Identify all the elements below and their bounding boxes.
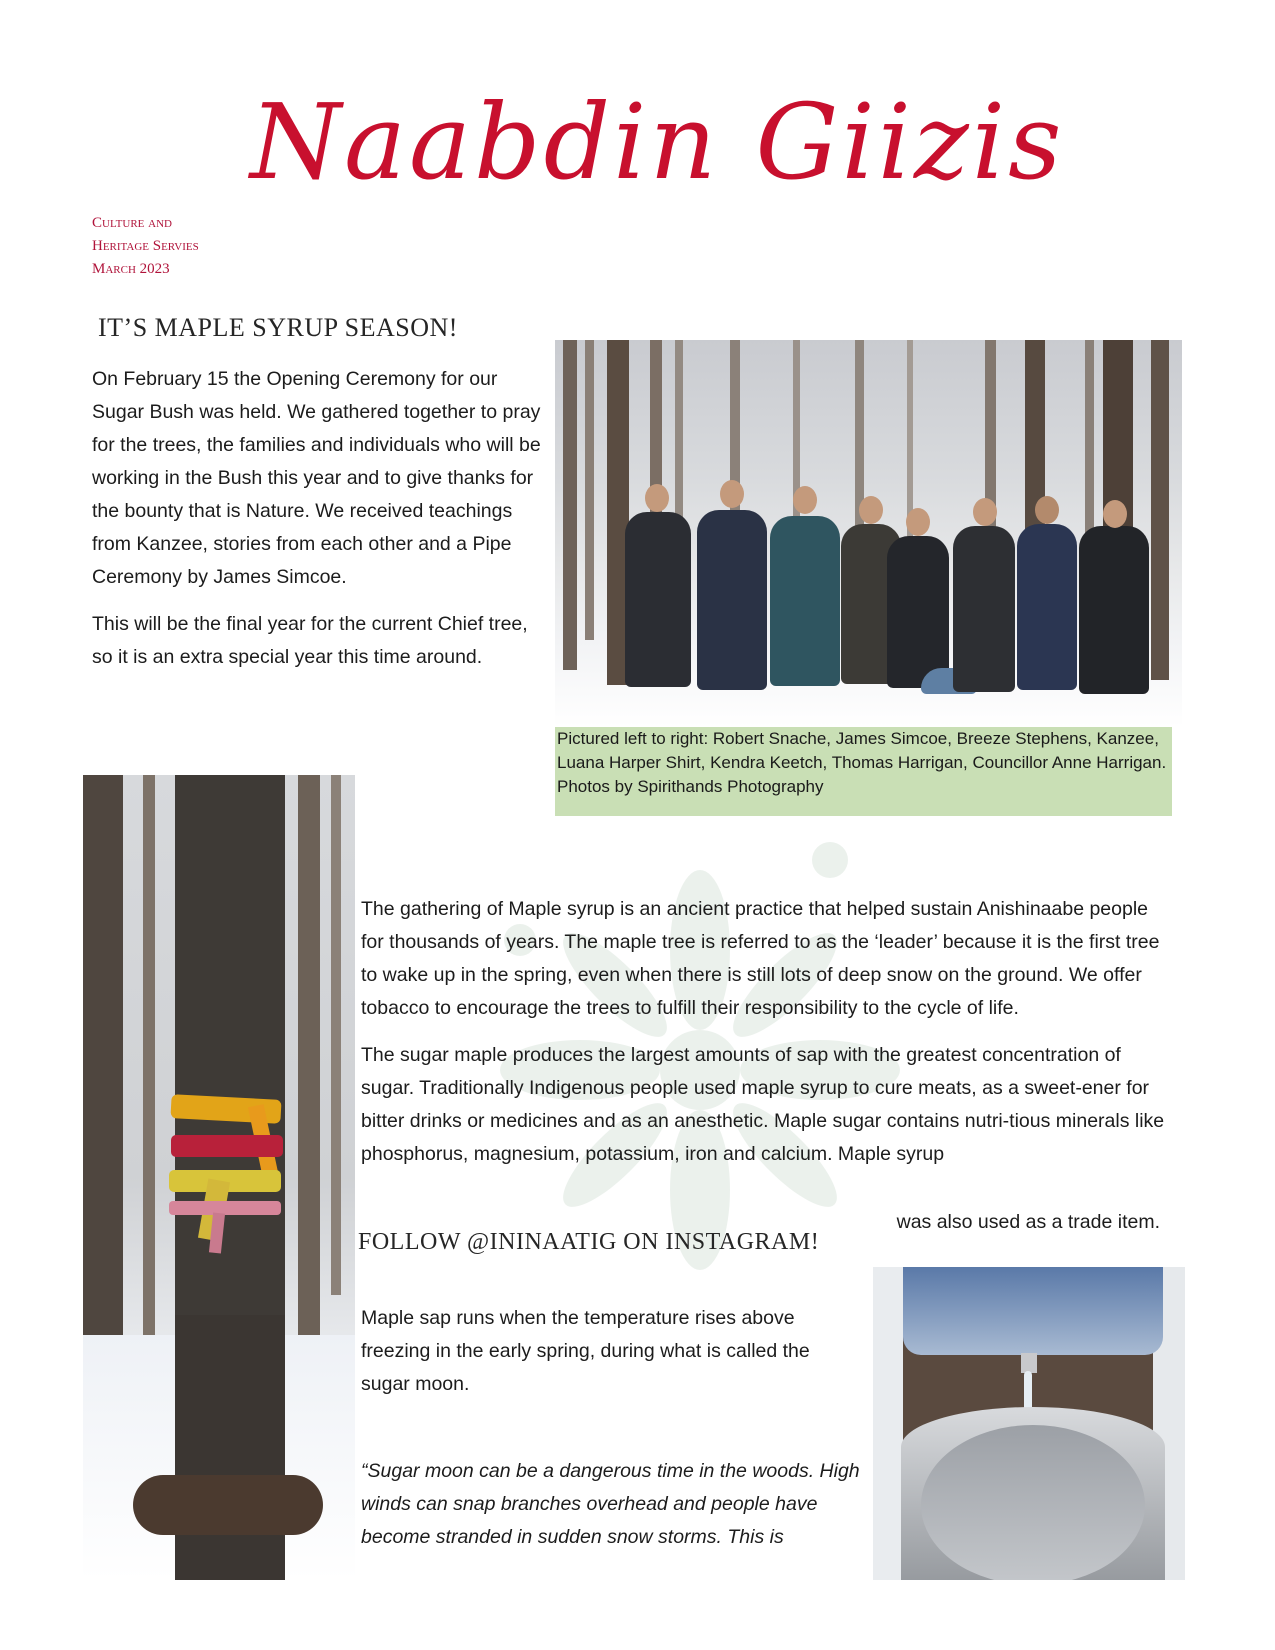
masthead-department-line1: Culture and xyxy=(92,215,172,231)
tree-ribbons-photo xyxy=(83,775,355,1580)
section-maple-season-body xyxy=(92,363,542,688)
sap-bucket-photo xyxy=(873,1267,1185,1580)
masthead-date: March 2023 xyxy=(92,261,170,277)
section-heading-maple-season: IT’S MAPLE SYRUP SEASON! xyxy=(98,313,458,342)
quote-text xyxy=(361,1455,861,1568)
paragraph: This will be the final year for the current Chief tree, so it is an extra special year this time around. xyxy=(92,613,528,668)
group-photo xyxy=(555,340,1182,727)
paragraph-tail: was also used as a trade item. xyxy=(896,1211,1160,1233)
paragraph: “Sugar moon can be a dangerous time in the woods. High winds can snap branches overhead and people have become stranded in sudden snow storms. This is xyxy=(361,1460,860,1548)
masthead-info xyxy=(92,212,352,281)
newsletter-title: Naabdin Giizis xyxy=(250,81,1065,203)
masthead-department-line2: Heritage Servies xyxy=(92,238,199,254)
section-maple-history-body xyxy=(361,893,1176,1185)
photo-caption: Pictured left to right: Robert Snache, James Simcoe, Breeze Stephens, Kanzee, Luana Harper Shirt, Kendra Keetch, Thomas Harrigan, Councillor Anne Harrigan. Photos by Spirithands Photography xyxy=(555,727,1172,816)
paragraph: The sugar maple produces the largest amounts of sap with the greatest concentration of sugar. Traditionally Indigenous people used maple syrup to cure meats, as a sweet-ener for bitter drinks or medicines and as an anesthetic. Maple sugar contains nutri-tious minerals like phosphorus, magnesium, potassium, iron and calcium. Maple syrup xyxy=(361,1044,1165,1165)
paragraph: The gathering of Maple syrup is an ancient practice that helped sustain Anishinaabe people for thousands of years. The maple tree is referred to as the ‘leader’ because it is the first tree to wake up in the spring, even when there is still lots of deep snow on the ground. We offer tobacco to encourage the trees to fulfill their responsibility to the cycle of life. xyxy=(361,898,1160,1019)
section-sap-body xyxy=(361,1302,851,1415)
paragraph: On February 15 the Opening Ceremony for our Sugar Bush was held. We gathered together to pray for the trees, the families and individuals who will be working in the Bush this year and to give thanks for the bounty that is Nature. We received teachings from Kanzee, stories from each other and a Pipe Ceremony by James Simcoe. xyxy=(92,368,541,588)
section-heading-instagram: FOLLOW @ININAATIG ON INSTAGRAM! xyxy=(358,1229,820,1255)
paragraph: Maple sap runs when the temperature rises above freezing in the early spring, during what is called the sugar moon. xyxy=(361,1307,810,1395)
